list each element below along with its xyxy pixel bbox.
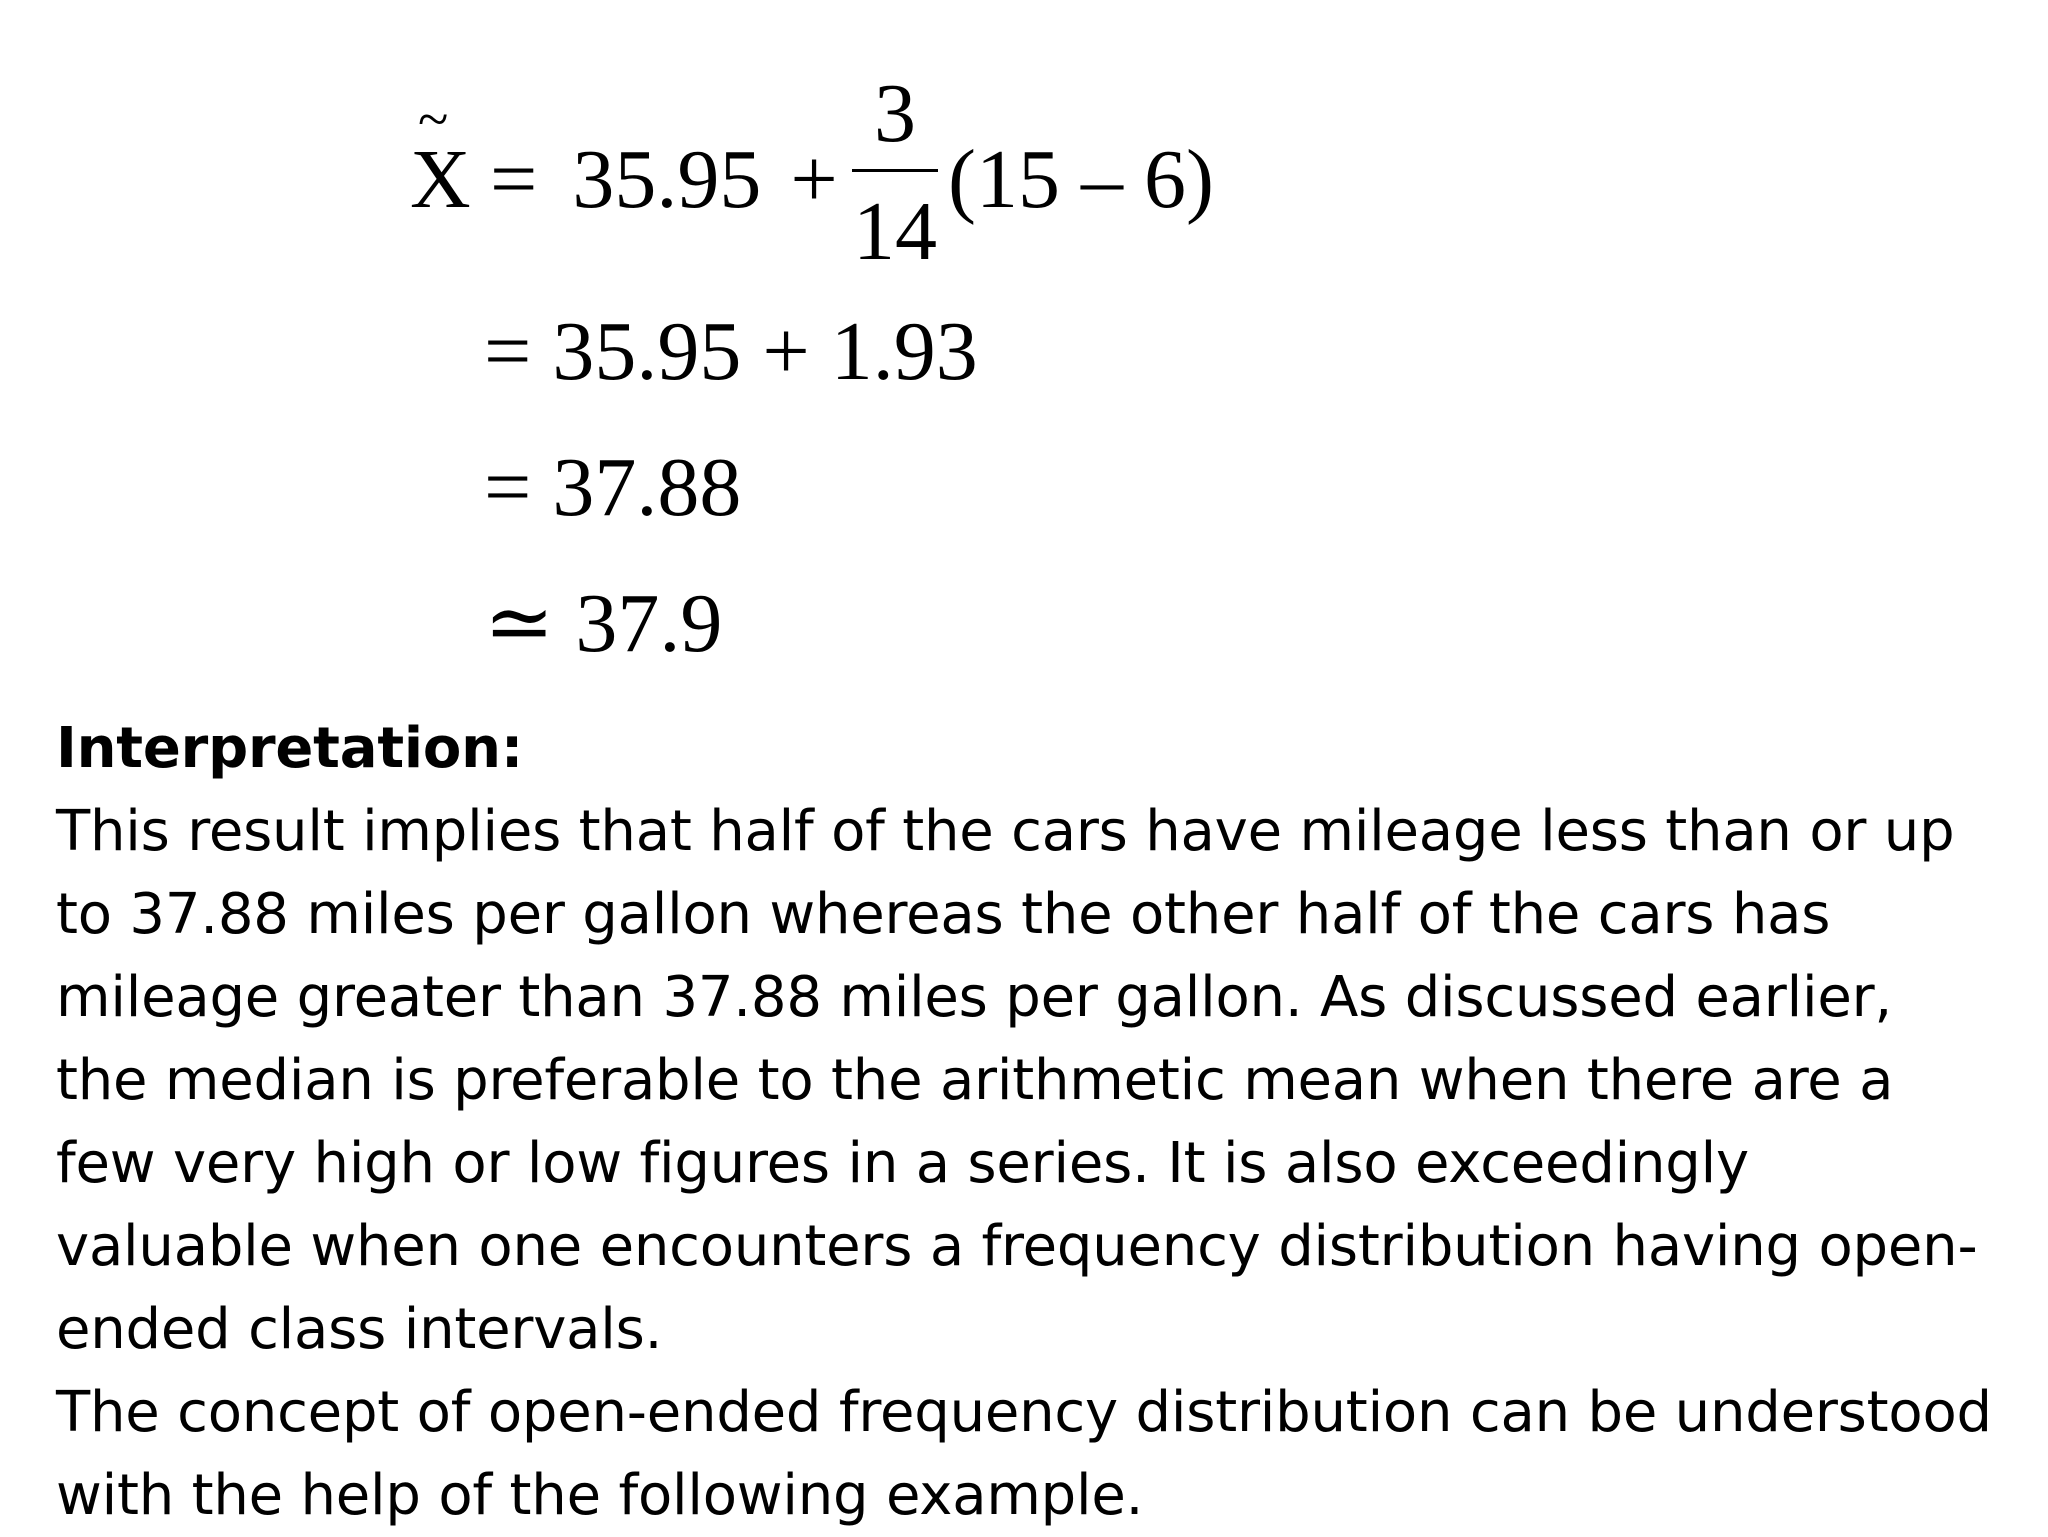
equation-line-1	[490, 133, 838, 226]
open-ended-paragraph: The concept of open-ended frequency distribution can be understood with the help of the following example.	[56, 1380, 1992, 1528]
equation-line-4: ≃ 37.9	[484, 577, 723, 670]
fraction-bar	[852, 169, 938, 172]
interpretation-heading: Interpretation:	[56, 716, 524, 781]
fraction-numerator: 3	[874, 67, 916, 160]
plus-sign: +	[790, 133, 838, 226]
fraction-denominator: 14	[853, 185, 937, 278]
equals-sign: =	[490, 133, 538, 226]
median-symbol: X	[410, 133, 471, 226]
interpretation-paragraph: This result implies that half of the cars have mileage less than or up to 37.88 miles per gallon whereas the other half of the cars has mileage greater than 37.88 miles per gallon. As discussed earlier, the median is preferable to the arithmetic mean when there are a few very high or low figures in a series. It is also exceedingly valuable when one encounters a frequency distribution having open-ended class intervals.	[56, 799, 1978, 1362]
class-width-fraction	[852, 67, 938, 278]
interpretation-section	[56, 707, 1996, 1537]
lower-class-boundary: 35.95	[572, 133, 762, 226]
equation-line-2: = 35.95 + 1.93	[484, 305, 978, 398]
tilde-accent: ~	[418, 89, 449, 151]
equation-line-3: = 37.88	[484, 441, 742, 534]
parenthesized-difference: (15 – 6)	[948, 133, 1214, 226]
